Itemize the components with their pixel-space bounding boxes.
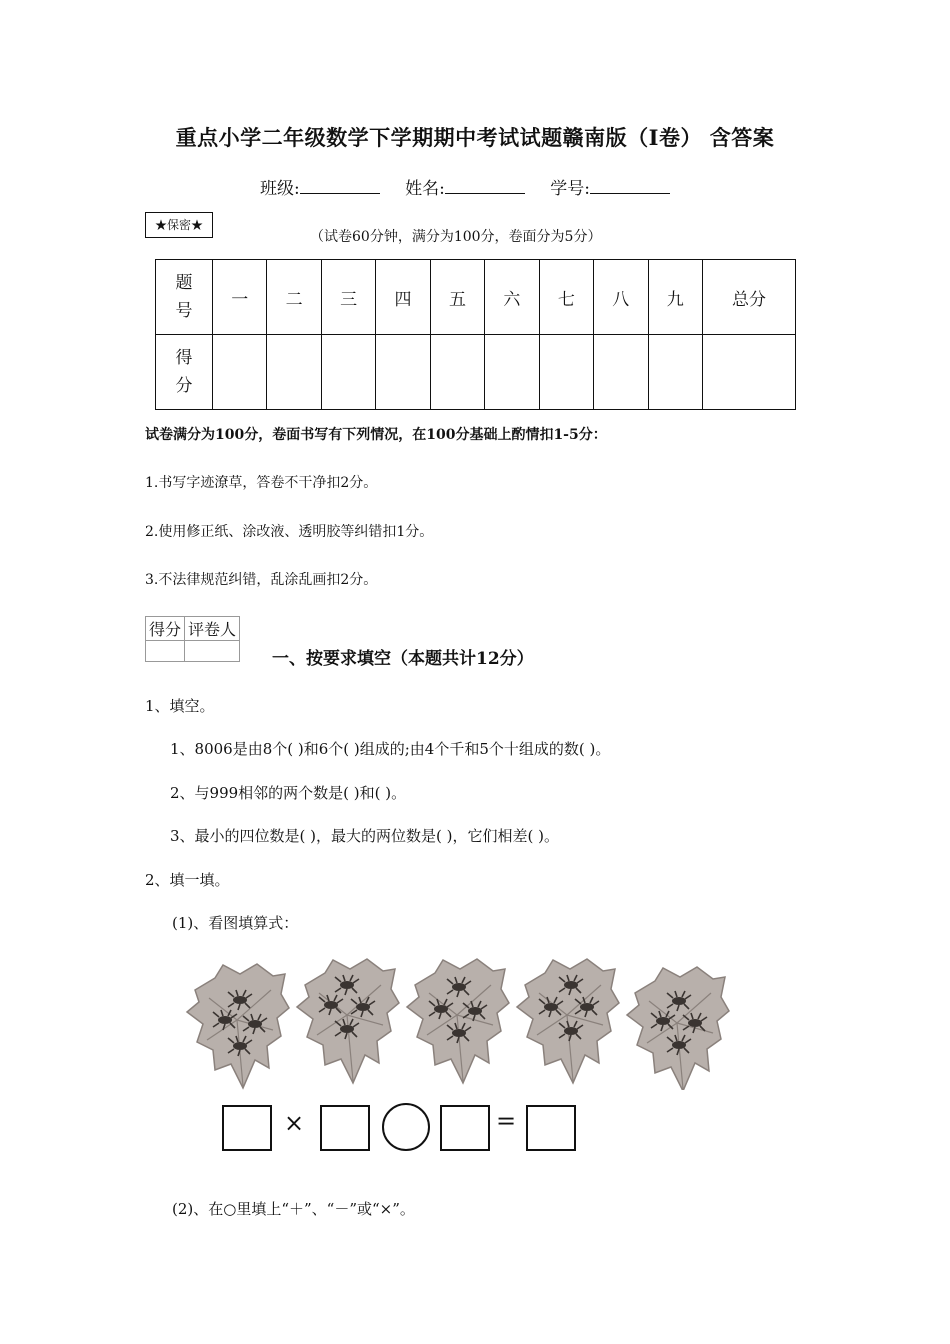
equation-row: [222, 1103, 582, 1151]
column-header: 八: [594, 260, 648, 335]
class-blank[interactable]: [300, 179, 380, 194]
score-cell-total[interactable]: [703, 335, 796, 410]
leaf-group-3: [407, 959, 509, 1083]
page-title: 重点小学二年级数学下学期期中考试试题赣南版（I卷） 含答案: [175, 125, 775, 150]
score-cell[interactable]: [321, 335, 375, 410]
class-label: 班级:: [260, 179, 300, 199]
grader-box: [145, 616, 240, 662]
answer-box[interactable]: [526, 1105, 576, 1151]
leaf-group-5: [627, 967, 729, 1090]
grader-score-label: 得分: [146, 617, 185, 641]
operator-circle[interactable]: [382, 1103, 430, 1151]
score-label-char: 分: [175, 376, 193, 396]
score-cell[interactable]: [430, 335, 484, 410]
answer-box[interactable]: [440, 1105, 490, 1151]
score-label-char: 得: [175, 348, 193, 368]
grader-name-label: 评卷人: [185, 617, 240, 641]
column-header: 九: [648, 260, 703, 335]
question-1: 1、填空。: [145, 697, 215, 715]
question-2-sub2: (2)、在○里填上“＋”、“－”或“×”。: [172, 1200, 415, 1218]
column-header-total: 总分: [703, 260, 796, 335]
column-header: 三: [321, 260, 375, 335]
student-info-line: [260, 174, 690, 199]
score-cell[interactable]: [648, 335, 703, 410]
question-1-item: 3、最小的四位数是( )，最大的两位数是( )，它们相差( )。: [170, 827, 559, 845]
header-cell-label: [156, 260, 213, 335]
leaf-group-2: [297, 959, 399, 1083]
score-table-header-row: [156, 260, 796, 335]
section-title: 一、按要求填空（本题共计12分）: [272, 649, 534, 669]
column-header: 四: [376, 260, 430, 335]
question-2: 2、填一填。: [145, 871, 230, 889]
header-label-char: 题: [175, 273, 193, 293]
id-blank[interactable]: [590, 179, 670, 194]
question-2-sub1: (1)、看图填算式：: [172, 914, 299, 932]
equals-sign: =: [496, 1107, 517, 1135]
grader-score-cell[interactable]: [146, 641, 185, 662]
answer-box[interactable]: [222, 1105, 272, 1151]
column-header: 五: [430, 260, 484, 335]
rule-item: 2.使用修正纸、涂改液、透明胶等纠错扣1分。: [145, 524, 434, 540]
score-cell[interactable]: [213, 335, 267, 410]
name-label: 姓名:: [405, 179, 445, 199]
exam-note: （试卷60分钟，满分为100分，卷面分为5分）: [310, 229, 602, 245]
secret-badge: ★保密★: [145, 212, 213, 238]
leaves-with-bugs-illustration: [185, 955, 745, 1090]
leaf-group-4: [517, 959, 619, 1083]
question-1-item: 2、与999相邻的两个数是( )和( )。: [170, 784, 407, 802]
score-cell[interactable]: [539, 335, 593, 410]
rule-item: 3.不法律规范纠错，乱涂乱画扣2分。: [145, 572, 378, 588]
score-table: [155, 259, 796, 410]
answer-box[interactable]: [320, 1105, 370, 1151]
score-cell[interactable]: [376, 335, 430, 410]
column-header: 一: [213, 260, 267, 335]
id-label: 学号:: [550, 179, 591, 199]
column-header: 七: [539, 260, 593, 335]
score-cell[interactable]: [485, 335, 539, 410]
leaf-group-1: [187, 964, 289, 1088]
times-sign: ×: [284, 1109, 305, 1137]
score-table-score-row: [156, 335, 796, 410]
name-blank[interactable]: [445, 179, 525, 194]
question-1-item: 1、8006是由8个( )和6个( )组成的;由4个千和5个十组成的数( )。: [170, 740, 611, 758]
column-header: 二: [267, 260, 321, 335]
header-label-char: 号: [175, 301, 193, 321]
score-cell[interactable]: [267, 335, 321, 410]
column-header: 六: [485, 260, 539, 335]
rules-heading: 试卷满分为100分，卷面书写有下列情况，在100分基础上酌情扣1-5分：: [145, 427, 607, 443]
score-cell-label: [156, 335, 213, 410]
score-cell[interactable]: [594, 335, 648, 410]
grader-name-cell[interactable]: [185, 641, 240, 662]
rule-item: 1.书写字迹潦草，答卷不干净扣2分。: [145, 475, 378, 491]
